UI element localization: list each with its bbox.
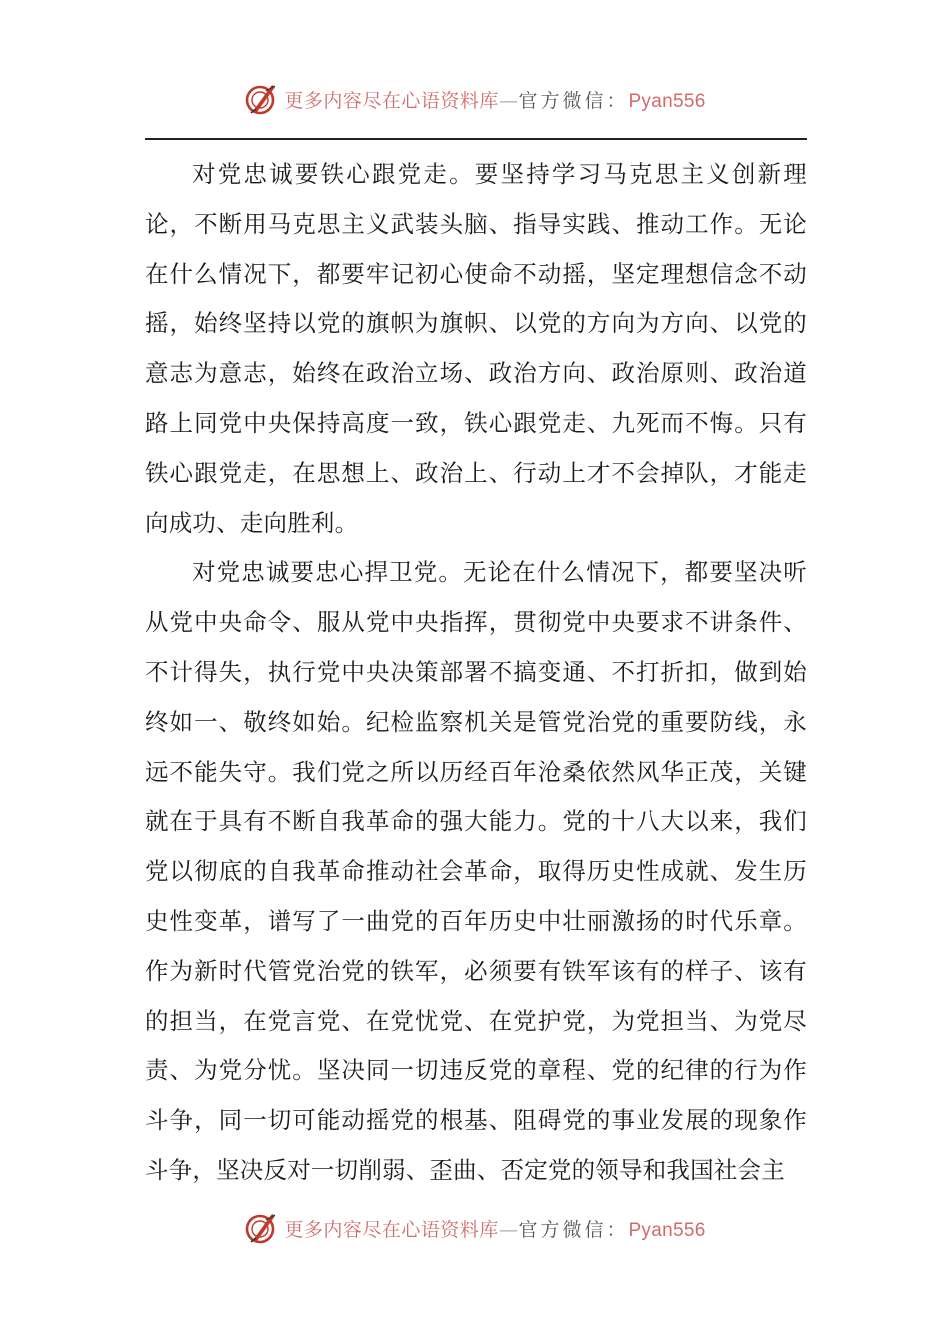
- watermark-main: 更多内容尽在心语资料库: [284, 1218, 499, 1241]
- watermark-wechat-label: 官方微信：: [518, 1218, 629, 1241]
- watermark-dash: —: [498, 1218, 519, 1241]
- document-body: [145, 150, 807, 1196]
- header-divider: [145, 138, 807, 140]
- paragraph-2: 对党忠诚要忠心捍卫党。无论在什么情况下，都要坚决听从党中央命令、服从党中央指挥，贯彻党中央要求不讲条件、不计得失，执行党中央决策部署不搞变通、不打折扣，做到始终如一、敬终如始。纪检监察机关是管党治党的重要防线，永远不能失守。我们党之所以历经百年沧桑依然风华正茂，关键就在于具有不断自我革命的强大能力。党的十八大以来，我们党以彻底的自我革命推动社会革命，取得历史性成就、发生历史性变革，谱写了一曲党的百年历史中壮丽激扬的时代乐章。作为新时代管党治党的铁军，必须要有铁军该有的样子、该有的担当，在党言党、在党忧党、在党护党，为党担当、为党尽责、为党分忧。坚决同一切违反党的章程、党的纪律的行为作斗争，同一切可能动摇党的根基、阻碍党的事业发展的现象作斗争，坚决反对一切削弱、歪曲、否定党的领导和我国社会主: [145, 558, 807, 1184]
- watermark-dash: —: [498, 89, 519, 112]
- watermark-main: 更多内容尽在心语资料库: [284, 89, 499, 112]
- watermark-text: [284, 86, 705, 113]
- header-watermark: [0, 82, 950, 116]
- watermark-text: [284, 1215, 705, 1242]
- watermark-wechat-label: 官方微信：: [518, 89, 629, 112]
- footer-watermark: [0, 1211, 950, 1245]
- quill-seal-icon: [244, 1211, 278, 1245]
- quill-seal-icon: [244, 82, 278, 116]
- watermark-wechat-id: Pyan556: [628, 1219, 706, 1241]
- paragraph-1: 对党忠诚要铁心跟党走。要坚持学习马克思主义创新理论，不断用马克思主义武装头脑、指导实践、推动工作。无论在什么情况下，都要牢记初心使命不动摇，坚定理想信念不动摇，始终坚持以党的旗帜为旗帜、以党的方向为方向、以党的意志为意志，始终在政治立场、政治方向、政治原则、政治道路上同党中央保持高度一致，铁心跟党走、九死而不悔。只有铁心跟党走，在思想上、政治上、行动上才不会掉队，才能走向成功、走向胜利。: [145, 160, 807, 537]
- watermark-wechat-id: Pyan556: [628, 90, 706, 112]
